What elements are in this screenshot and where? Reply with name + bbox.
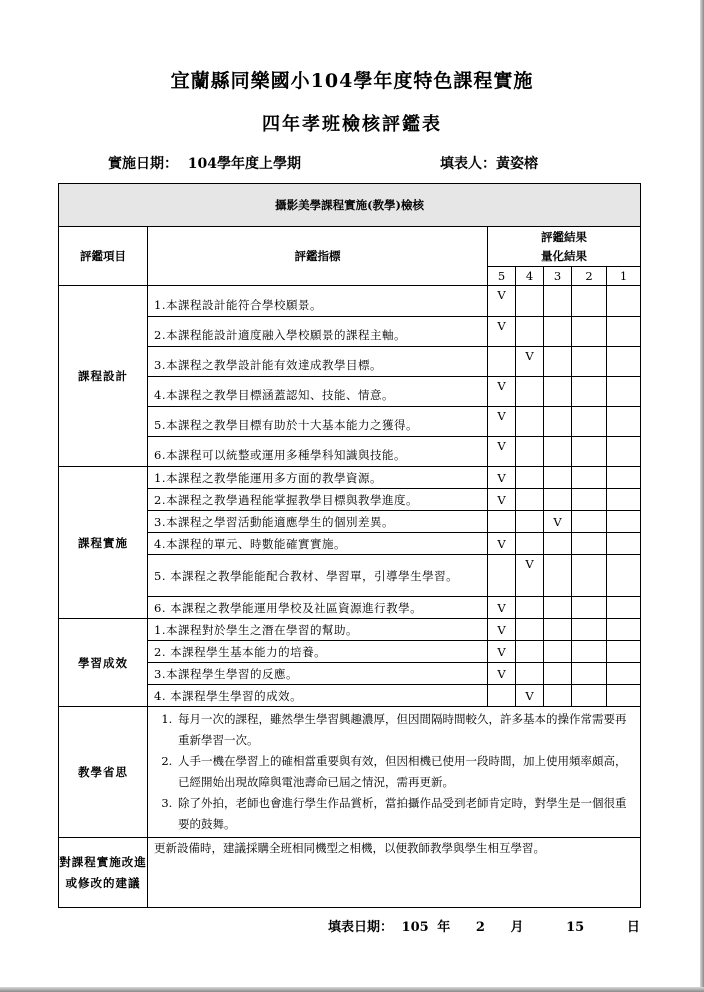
fill-date-year: 105: [401, 920, 429, 935]
column-header-result: [488, 227, 641, 267]
score-mark: V: [488, 597, 516, 619]
score-mark: [607, 377, 641, 407]
indicator-item: 6.本課程可以統整或運用多種學科知識與技能。: [148, 437, 488, 467]
score-mark: [572, 489, 607, 511]
category-learning-outcomes: 學習成效: [59, 619, 148, 707]
score-mark: [516, 377, 544, 407]
score-mark: [516, 619, 544, 641]
score-mark: [572, 555, 607, 597]
score-mark: [544, 641, 572, 663]
score-mark: V: [488, 407, 516, 437]
score-mark: [516, 467, 544, 489]
fill-date-month: 2: [475, 920, 485, 935]
score-mark: [544, 489, 572, 511]
indicator-item: 1.本課程設計能符合學校願景。: [148, 286, 488, 317]
score-mark: V: [488, 533, 516, 555]
score-mark: V: [488, 619, 516, 641]
score-mark: V: [488, 467, 516, 489]
implementation-date-label: 實施日期：: [108, 156, 178, 172]
fill-date-day: 15: [566, 920, 585, 935]
score-mark: [572, 317, 607, 347]
filled-by: 填表人：黃姿榕: [440, 156, 538, 172]
score-mark: [544, 407, 572, 437]
indicator-item: 1.本課程之教學能運用多方面的教學資源。: [148, 467, 488, 489]
reflection-item: 1. 每月一次的課程，雖然學生學習興趣濃厚，但因間隔時間較久，許多基本的操作常需要再重新學習一次。: [176, 709, 634, 751]
fill-date: [328, 916, 640, 935]
indicator-item: 3.本課程之學習活動能適應學生的個別差異。: [148, 511, 488, 533]
score-mark: [572, 407, 607, 437]
score-mark: [607, 619, 641, 641]
score-header-1: 1: [607, 267, 641, 286]
score-mark: [516, 437, 544, 467]
reflection-content: [148, 707, 641, 838]
score-mark: V: [488, 286, 516, 317]
category-course-design: 課程設計: [59, 286, 148, 467]
score-mark: V: [516, 685, 544, 707]
score-mark: [488, 511, 516, 533]
score-mark: V: [488, 377, 516, 407]
suggestion-content: 更新設備時，建議採購全班相同機型之相機，以便教師教學與學生相互學習。: [148, 838, 641, 908]
column-header-item: 評鑑項目: [59, 227, 148, 286]
score-mark: [572, 597, 607, 619]
score-mark: V: [516, 555, 544, 597]
score-mark: V: [544, 511, 572, 533]
indicator-item: 1.本課程對於學生之潛在學習的幫助。: [148, 619, 488, 641]
score-mark: [544, 437, 572, 467]
score-mark: [572, 286, 607, 317]
score-mark: V: [488, 663, 516, 685]
score-mark: [544, 317, 572, 347]
indicator-item: 4.本課程的單元、時數能確實實施。: [148, 533, 488, 555]
indicator-item: 2.本課程能設計適度融入學校願景的課程主軸。: [148, 317, 488, 347]
score-mark: V: [488, 641, 516, 663]
score-mark: [607, 685, 641, 707]
score-mark: [572, 641, 607, 663]
score-mark: [607, 663, 641, 685]
score-mark: V: [516, 347, 544, 377]
fill-date-year-unit: 年: [437, 920, 451, 935]
score-mark: [488, 685, 516, 707]
quantified-label: 量化結果: [541, 248, 588, 263]
evaluation-table: [58, 183, 641, 908]
score-mark: [572, 533, 607, 555]
score-mark: [607, 317, 641, 347]
implementation-date-value: 104學年度上學期: [187, 156, 301, 172]
indicator-item: 2.本課程之教學過程能掌握教學目標與教學進度。: [148, 489, 488, 511]
score-mark: [544, 377, 572, 407]
score-mark: [572, 467, 607, 489]
result-label: 評鑑結果: [541, 229, 588, 244]
score-mark: V: [488, 317, 516, 347]
category-course-implementation: 課程實施: [59, 467, 148, 619]
score-mark: [572, 437, 607, 467]
score-mark: [607, 467, 641, 489]
score-mark: [572, 619, 607, 641]
score-mark: [516, 511, 544, 533]
score-mark: [516, 641, 544, 663]
indicator-item: 5. 本課程之教學能能配合教材、學習單，引導學生學習。: [148, 555, 488, 597]
score-header-3: 3: [544, 267, 572, 286]
score-mark: [607, 511, 641, 533]
document-subtitle: 四年孝班檢核評鑑表: [262, 114, 442, 135]
score-mark: [572, 377, 607, 407]
score-header-5: 5: [488, 267, 516, 286]
indicator-item: 2. 本課程學生基本能力的培養。: [148, 641, 488, 663]
score-mark: [544, 663, 572, 685]
indicator-item: 3.本課程之教學設計能有效達成教學目標。: [148, 347, 488, 377]
score-mark: [544, 555, 572, 597]
page-edge-shadow-bottom: [0, 987, 704, 992]
score-mark: [516, 663, 544, 685]
reflection-list: [154, 709, 634, 835]
fill-date-month-unit: 月: [510, 920, 524, 935]
score-mark: [516, 407, 544, 437]
score-mark: [572, 685, 607, 707]
score-mark: [544, 467, 572, 489]
score-header-4: 4: [516, 267, 544, 286]
page-edge-shadow-right: [700, 0, 704, 992]
suggestion-label: 對課程實施改進或修改的建議: [59, 838, 148, 908]
score-mark: [544, 597, 572, 619]
score-mark: [488, 555, 516, 597]
fill-date-day-unit: 日: [626, 920, 640, 935]
fill-date-label: 填表日期：: [328, 920, 394, 935]
implementation-date: [108, 153, 301, 173]
score-mark: [544, 533, 572, 555]
score-header-2: 2: [572, 267, 607, 286]
score-mark: [572, 347, 607, 377]
score-mark: [544, 286, 572, 317]
score-mark: V: [488, 437, 516, 467]
indicator-item: 5.本課程之教學目標有助於十大基本能力之獲得。: [148, 407, 488, 437]
score-mark: [607, 437, 641, 467]
score-mark: [572, 663, 607, 685]
score-mark: [607, 597, 641, 619]
score-mark: [544, 685, 572, 707]
section-title: 攝影美學課程實施(教學)檢核: [59, 184, 641, 227]
reflection-item: 3. 除了外拍，老師也會進行學生作品賞析，當拍攝作品受到老師肯定時，對學生是一個很重要的鼓舞。: [176, 793, 634, 835]
score-mark: [572, 511, 607, 533]
column-header-indicator: 評鑑指標: [148, 227, 488, 286]
score-mark: [516, 533, 544, 555]
indicator-item: 3.本課程學生學習的反應。: [148, 663, 488, 685]
reflection-item: 2. 人手一機在學習上的確相當重要與有效，但因相機已使用一段時間，加上使用頻率頗高，已經開始出現故障與電池壽命已屆之情況，需再更新。: [176, 751, 634, 793]
score-mark: [607, 489, 641, 511]
document-title: 宜蘭縣同樂國小104學年度特色課程實施: [170, 70, 534, 92]
score-mark: [516, 286, 544, 317]
indicator-item: 4.本課程之教學目標涵蓋認知、技能、情意。: [148, 377, 488, 407]
indicator-item: 6. 本課程之教學能運用學校及社區資源進行教學。: [148, 597, 488, 619]
score-mark: [544, 619, 572, 641]
score-mark: [607, 407, 641, 437]
score-mark: [607, 347, 641, 377]
indicator-item: 4. 本課程學生學習的成效。: [148, 685, 488, 707]
score-mark: [488, 347, 516, 377]
score-mark: [607, 641, 641, 663]
score-mark: [607, 286, 641, 317]
score-mark: [544, 347, 572, 377]
score-mark: [607, 533, 641, 555]
score-mark: V: [488, 489, 516, 511]
reflection-label: 教學省思: [59, 707, 148, 838]
score-mark: [607, 555, 641, 597]
score-mark: [516, 317, 544, 347]
score-mark: [516, 489, 544, 511]
score-mark: [516, 597, 544, 619]
